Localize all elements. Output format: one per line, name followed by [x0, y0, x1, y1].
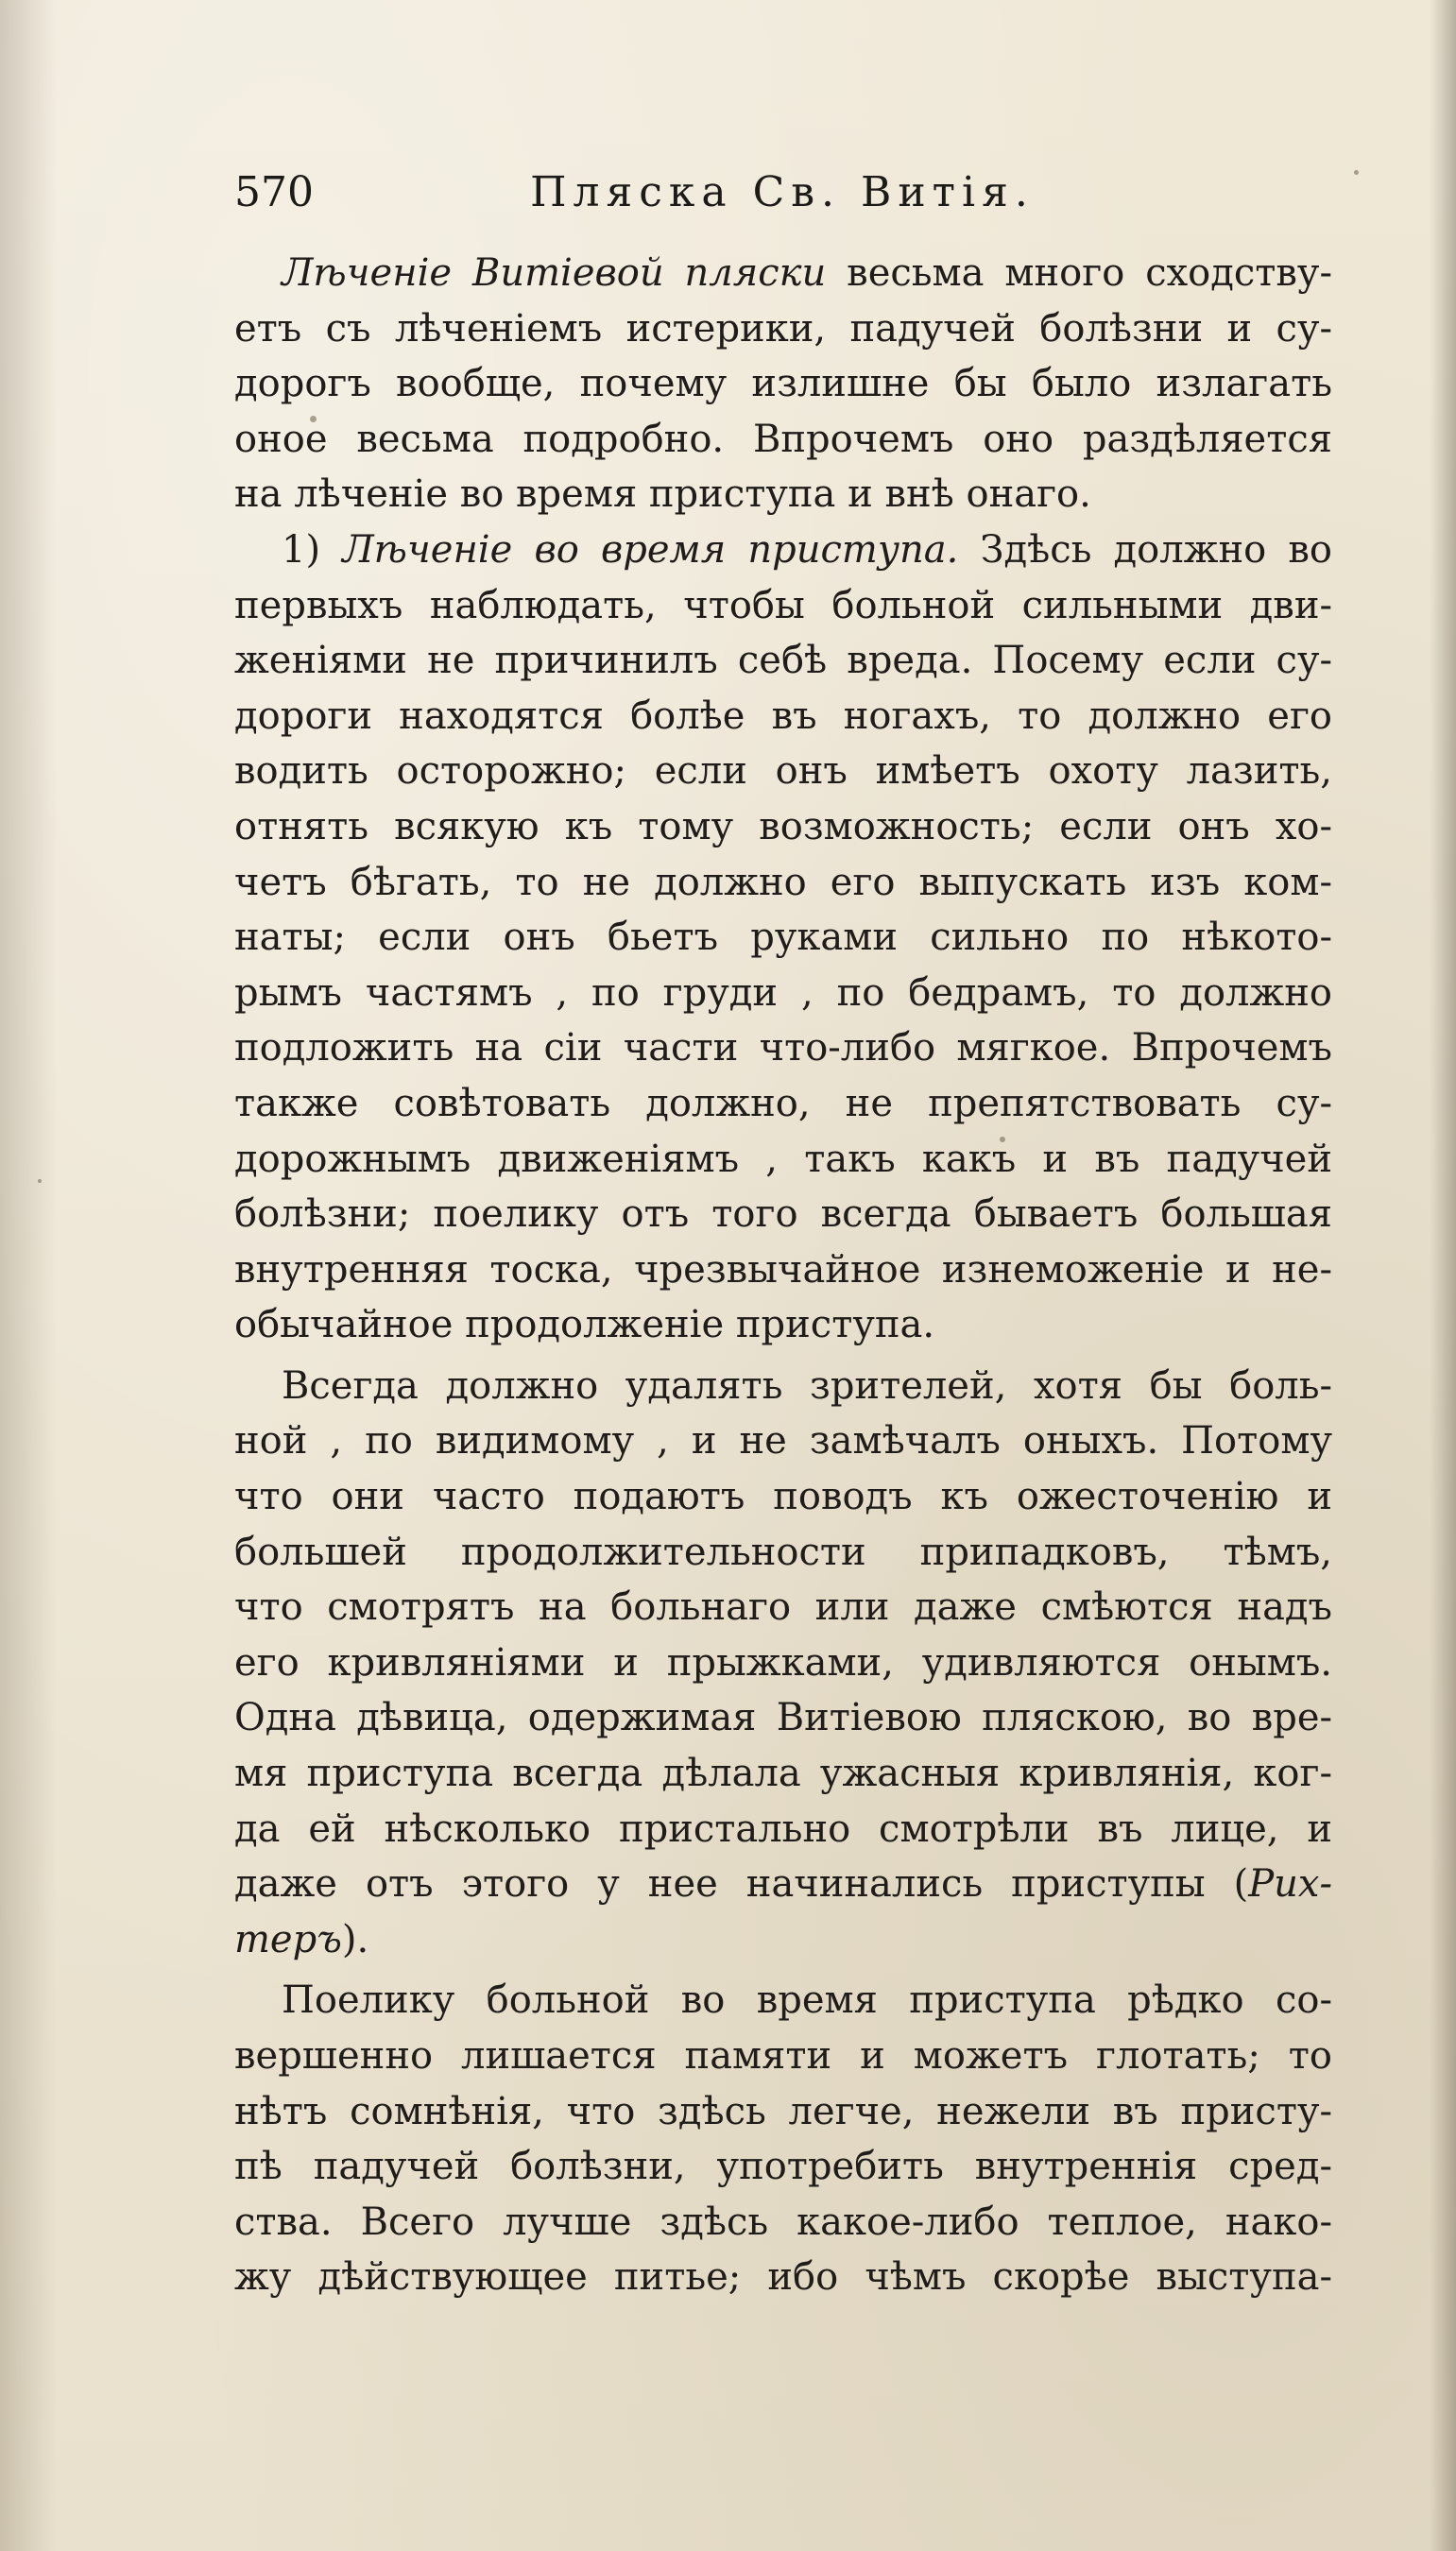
text-line	[234, 966, 1332, 1021]
text-line	[234, 744, 1332, 799]
text-segment: водить осторожно; если онъ имѣетъ охоту лазить,	[234, 749, 1332, 794]
page-header	[234, 168, 1330, 234]
page-spine-shadow	[0, 0, 57, 2551]
text-segment: четъ бѣгать, то не должно его выпускать изъ ком-	[234, 860, 1332, 904]
text-line	[234, 467, 1332, 522]
text-line	[234, 1242, 1332, 1298]
body-text	[234, 246, 1332, 2305]
text-segment: да ей нѣсколько пристально смотрѣли въ лице, и	[234, 1806, 1332, 1851]
text-line	[234, 1076, 1332, 1132]
text-segment: ).	[341, 1917, 369, 1961]
text-segment: дорожнымъ движеніямъ , такъ какъ и въ падучей	[234, 1137, 1332, 1181]
text-segment: женіями не причинилъ себѣ вреда. Посему если су-	[234, 639, 1332, 683]
text-segment: отнять всякую къ тому возможность; если онъ хо-	[234, 804, 1332, 848]
text-line	[234, 412, 1332, 468]
text-line	[234, 246, 1332, 301]
text-line	[234, 578, 1332, 634]
text-line	[234, 633, 1332, 689]
text-line	[234, 1525, 1332, 1581]
text-line	[234, 1020, 1332, 1076]
text-line	[234, 2084, 1332, 2140]
text-segment: вершенно лишается памяти и можетъ глотать; то	[234, 2034, 1332, 2078]
text-line	[234, 1857, 1332, 1912]
text-segment: ной , по видимому , и не замѣчалъ оныхъ. Потому	[234, 1419, 1332, 1464]
text-line	[234, 1690, 1332, 1746]
text-segment: оное весьма подробно. Впрочемъ оно раздѣляется	[234, 417, 1332, 461]
text-line	[234, 1132, 1332, 1188]
page-edge-shadow	[1430, 0, 1456, 2551]
text-line	[234, 799, 1332, 855]
text-segment: дороги находятся болѣе въ ногахъ, то должно его	[234, 693, 1332, 738]
text-segment: жу дѣйствующее питье; ибо чѣмъ скорѣе выступа-	[234, 2255, 1332, 2300]
text-segment: рымъ частямъ , по груди , по бедрамъ, то должно	[234, 970, 1332, 1015]
text-segment: Поелику больной во время приступа рѣдко со-	[282, 1978, 1332, 2023]
text-line	[234, 1359, 1332, 1414]
text-segment: на лѣченіе во время приступа и внѣ онаго.	[234, 472, 1091, 517]
text-segment: его кривляніями и прыжками, удивляются онымъ.	[234, 1640, 1332, 1685]
page-number: 570	[234, 168, 314, 216]
running-title: Пляска Св. Витія.	[530, 168, 1035, 216]
text-segment: ства. Всего лучше здѣсь какое-либо теплое, нако-	[234, 2200, 1332, 2244]
text-line	[234, 1802, 1332, 1858]
text-line	[234, 2139, 1332, 2195]
text-line	[234, 1635, 1332, 1691]
text-line	[234, 1973, 1332, 2029]
text-segment: также совѣтовать должно, не препятствовать су-	[234, 1081, 1332, 1125]
text-segment: Лѣченіе во время приступа.	[342, 527, 959, 572]
text-segment: что они часто подаютъ поводъ къ ожесточенію и	[234, 1475, 1332, 1519]
text-segment: подложить на сіи части что-либо мягкое. Впрочемъ	[234, 1026, 1332, 1070]
text-line	[234, 2029, 1332, 2084]
text-segment: наты; если онъ бьетъ руками сильно по нѣкото-	[234, 916, 1332, 960]
text-segment: етъ съ лѣченіемъ истерики, падучей болѣзни и су-	[234, 306, 1332, 351]
text-segment: даже отъ этого у нее начинались приступы (	[234, 1862, 1249, 1907]
text-segment: болѣзни; поелику отъ того всегда бываетъ большая	[234, 1192, 1332, 1237]
text-line	[234, 910, 1332, 966]
text-segment: 1)	[282, 527, 343, 572]
text-line	[234, 1297, 1332, 1353]
text-line	[234, 1912, 1332, 1968]
text-segment: дорогъ вообще, почему излишне бы было излагать	[234, 362, 1332, 406]
text-segment: что смотрятъ на больнаго или даже смѣются надъ	[234, 1585, 1332, 1630]
text-line	[234, 855, 1332, 911]
text-segment: внутренняя тоска, чрезвычайное изнеможеніе и не-	[234, 1247, 1332, 1292]
text-segment: пѣ падучей болѣзни, употребить внутреннія сред-	[234, 2145, 1332, 2189]
text-segment: мя приступа всегда дѣлала ужасныя кривлянія, ког-	[234, 1752, 1332, 1796]
text-line	[234, 522, 1332, 578]
text-segment: Лѣченіе Витіевой пляски	[282, 251, 827, 295]
text-segment: обычайное продолженіе приступа.	[234, 1303, 935, 1347]
text-segment: Всегда должно удалять зрителей, хотя бы боль-	[282, 1363, 1332, 1408]
text-line	[234, 1469, 1332, 1525]
text-line	[234, 1746, 1332, 1802]
text-line	[234, 301, 1332, 357]
text-line	[234, 1413, 1332, 1469]
text-line	[234, 356, 1332, 412]
text-segment: теръ	[234, 1917, 342, 1961]
paper-speck	[38, 1179, 42, 1183]
text-line	[234, 1187, 1332, 1242]
text-segment: весьма много сходству-	[826, 251, 1332, 295]
paper-speck	[1354, 170, 1359, 175]
text-line	[234, 1580, 1332, 1635]
text-line	[234, 2195, 1332, 2251]
text-line	[234, 2250, 1332, 2305]
text-segment: нѣтъ сомнѣнія, что здѣсь легче, нежели въ присту-	[234, 2089, 1332, 2133]
text-segment: Одна дѣвица, одержимая Витіевою пляскою, во вре-	[234, 1696, 1332, 1740]
text-segment: первыхъ наблюдать, чтобы больной сильными дви-	[234, 583, 1332, 627]
text-segment: большей продолжительности припадковъ, тѣмъ,	[234, 1530, 1332, 1574]
text-line	[234, 689, 1332, 745]
text-segment: Рих-	[1248, 1862, 1332, 1907]
text-segment: Здѣсь должно во	[958, 527, 1332, 572]
